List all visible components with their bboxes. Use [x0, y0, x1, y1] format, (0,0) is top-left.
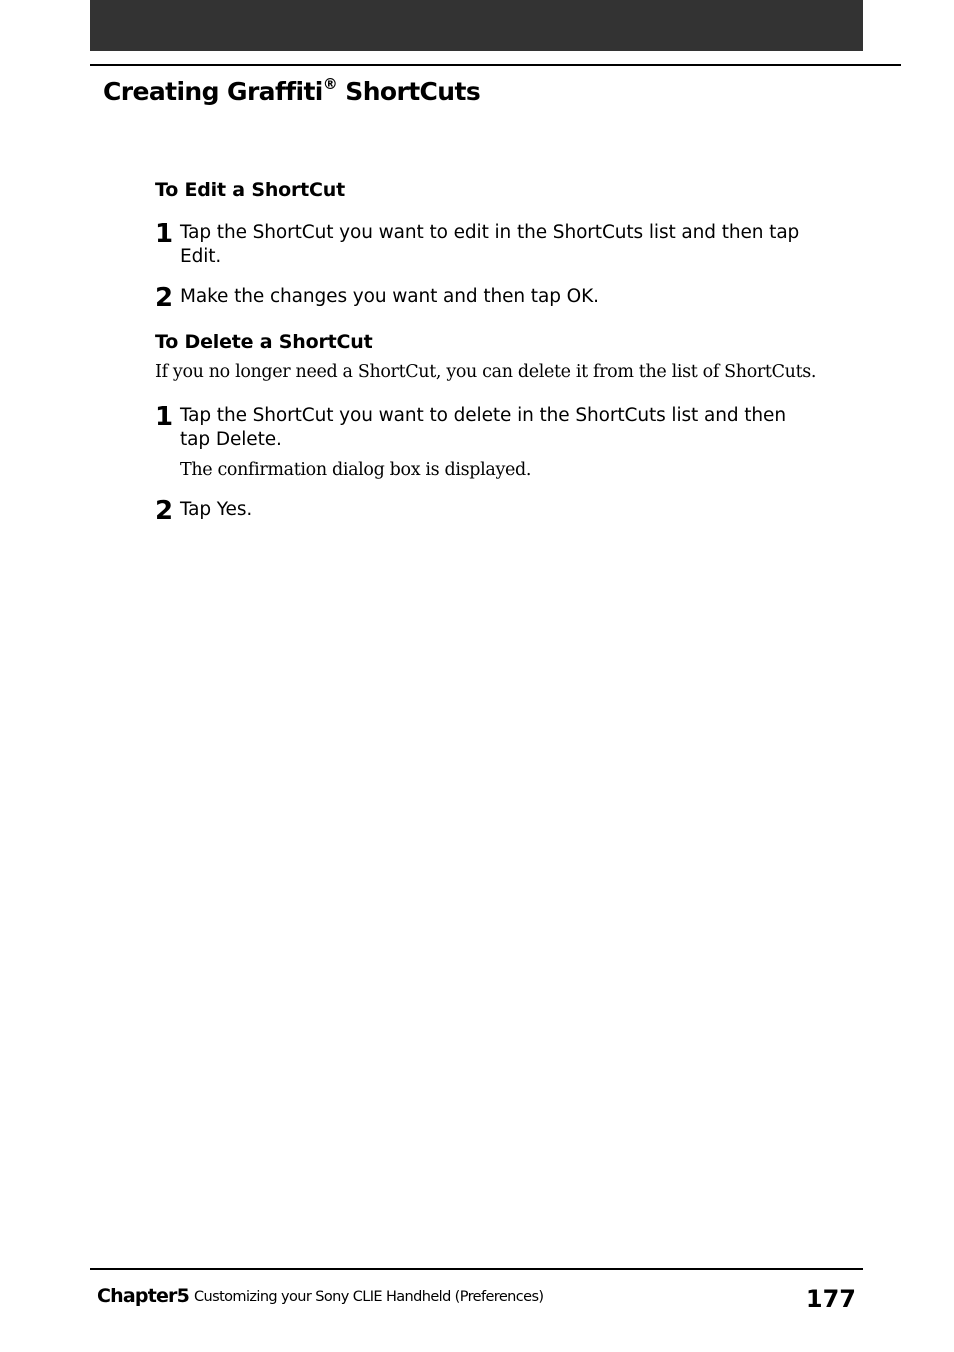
title-rule: [90, 64, 901, 66]
delete-intro-text: If you no longer need a ShortCut, you can delete it from the list of ShortCuts.: [155, 362, 817, 382]
footer-chapter-description: Customizing your Sony CLIE Handheld (Preferences): [194, 1289, 544, 1305]
footer-rule: [90, 1268, 863, 1270]
step-text: Make the changes you want and then tap OK.: [180, 286, 599, 307]
step-number: 1: [155, 402, 174, 432]
footer-chapter-label: Chapter5: [97, 1285, 190, 1307]
page-title-text: Creating Graffiti: [103, 77, 323, 106]
step-number: 2: [155, 283, 174, 313]
step-text: Tap Yes.: [180, 499, 253, 520]
step-text: Tap the ShortCut you want to edit in the ShortCuts list and then tap Edit.: [180, 222, 800, 267]
delete-step-1-note: The confirmation dialog box is displayed.: [180, 460, 532, 480]
page-title: [103, 74, 480, 110]
registered-mark: ®: [322, 74, 338, 93]
page-number: 177: [805, 1285, 856, 1313]
step-number: 1: [155, 219, 174, 249]
edit-shortcut-heading: To Edit a ShortCut: [155, 179, 345, 201]
step-text: Tap the ShortCut you want to delete in the ShortCuts list and then tap Delete.: [180, 405, 786, 450]
delete-shortcut-heading: To Delete a ShortCut: [155, 331, 373, 353]
step-number: 2: [155, 496, 174, 526]
page-title-suffix: ShortCuts: [337, 77, 481, 106]
header-bar: [90, 0, 863, 51]
